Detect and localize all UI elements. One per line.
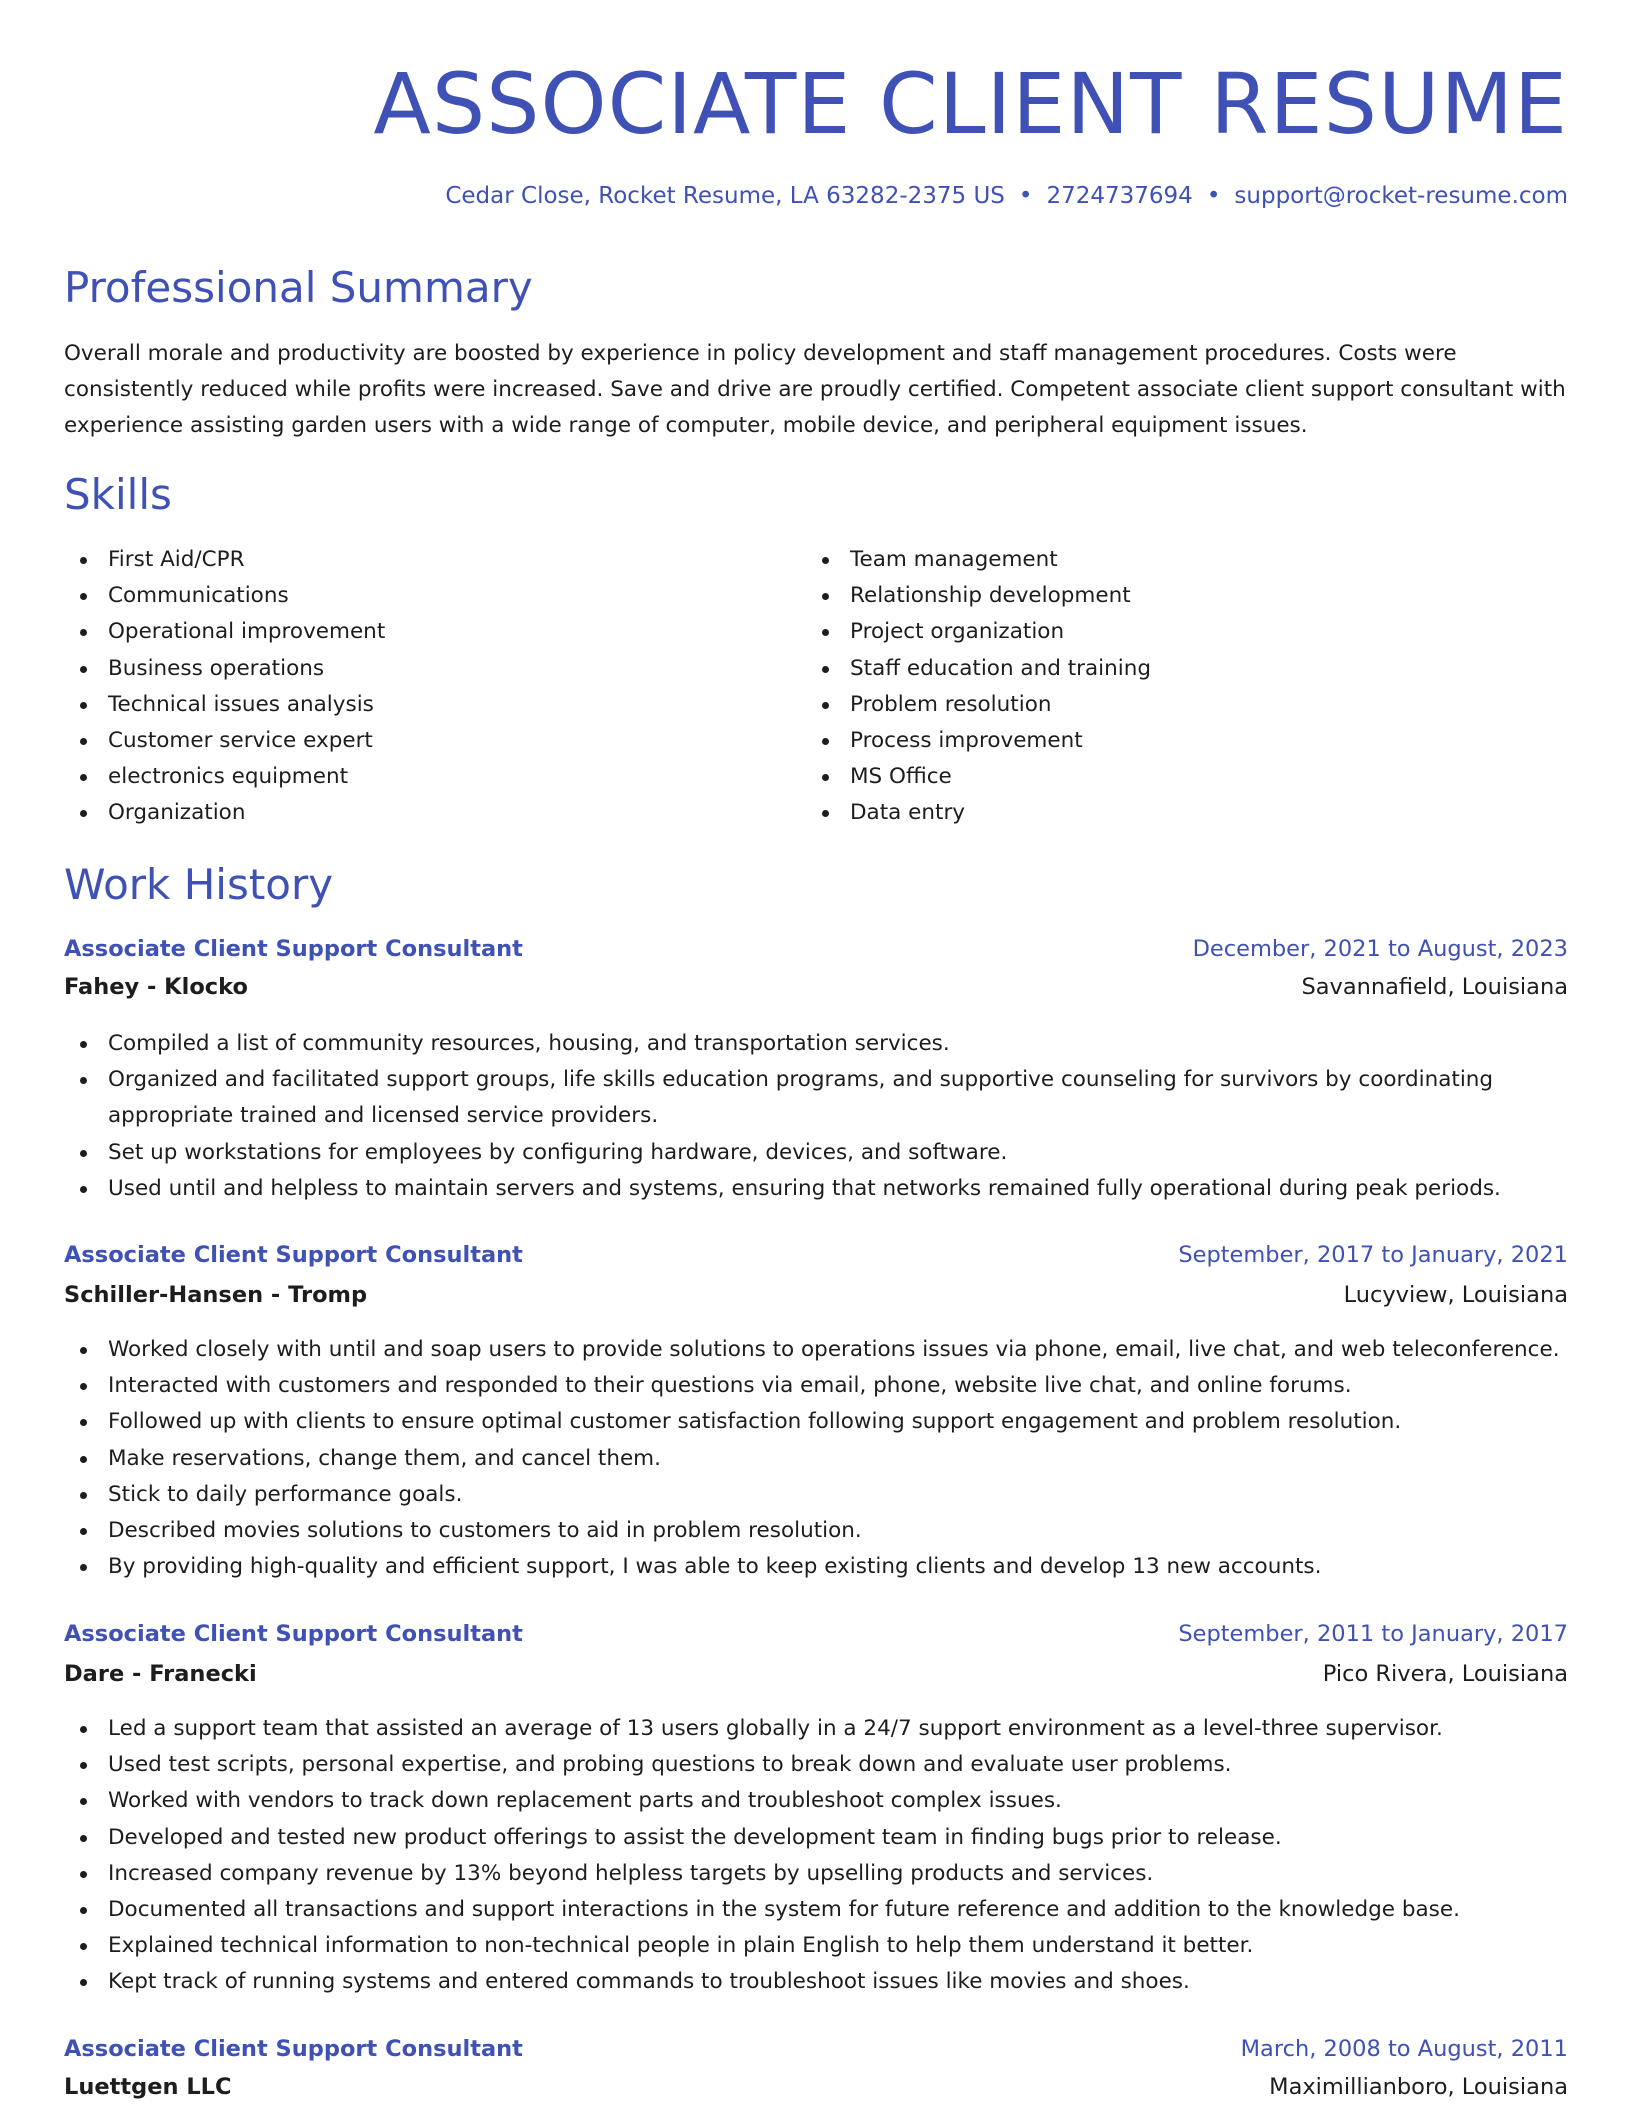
summary-heading: Professional Summary (64, 263, 533, 312)
job-bullet: Make reservations, change them, and cancel them. (64, 1441, 1568, 1477)
job-dates: September, 2017 to January, 2021 (1178, 1242, 1568, 1268)
skill-item: Team management (806, 542, 1151, 578)
skill-item: Relationship development (806, 578, 1151, 614)
job-bullet: Set up workstations for employees by configuring hardware, devices, and software. (64, 1135, 1568, 1171)
job-bullet: Used test scripts, personal expertise, and probing questions to break down and evaluate user problems. (64, 1747, 1568, 1783)
resume-title: ASSOCIATE CLIENT RESUME (373, 55, 1568, 153)
job-bullet: Organized and facilitated support groups, life skills education programs, and supportive counseling for survivors by coordinating appropriate trained and licensed service providers. (64, 1062, 1568, 1134)
skill-item: Organization (64, 795, 385, 831)
job-bullet: Explained technical information to non-technical people in plain English to help them understand it better. (64, 1928, 1568, 1964)
address: Cedar Close, Rocket Resume, LA 63282-2375 US (445, 183, 1005, 209)
skill-item: Staff education and training (806, 651, 1151, 687)
work-history-heading: Work History (64, 860, 334, 909)
skill-item: Operational improvement (64, 614, 385, 650)
job-bullets (64, 1711, 1568, 2001)
job-bullet: Worked with vendors to track down replacement parts and troubleshoot complex issues. (64, 1783, 1568, 1819)
separator: • (1018, 183, 1033, 209)
skill-item: Customer service expert (64, 723, 385, 759)
company-name: Dare - Franecki (64, 1661, 257, 1687)
job-bullets (64, 1332, 1568, 1585)
job-bullet: Increased company revenue by 13% beyond helpless targets by upselling products and services. (64, 1856, 1568, 1892)
job-bullet: Led a support team that assisted an average of 13 users globally in a 24/7 support environment as a level-three supervisor. (64, 1711, 1568, 1747)
skills-list-right (806, 542, 1151, 832)
job-dates: December, 2021 to August, 2023 (1192, 936, 1568, 962)
job-dates: March, 2008 to August, 2011 (1240, 2036, 1568, 2062)
skill-item: First Aid/CPR (64, 542, 385, 578)
skills-heading: Skills (64, 470, 172, 519)
job-bullet: Stick to daily performance goals. (64, 1477, 1568, 1513)
job-entry (64, 1621, 1568, 2001)
job-entry (64, 1242, 1568, 1585)
company-name: Luettgen LLC (64, 2074, 232, 2100)
skill-item: Problem resolution (806, 687, 1151, 723)
skill-item: electronics equipment (64, 759, 385, 795)
email-link[interactable]: support@rocket-resume.com (1234, 183, 1568, 209)
job-bullet: By providing high-quality and efficient support, I was able to keep existing clients and develop 13 new accounts. (64, 1549, 1568, 1585)
job-location: Maximillianboro, Louisiana (1269, 2074, 1568, 2100)
job-bullet: Developed and tested new product offerings to assist the development team in finding bugs prior to release. (64, 1820, 1568, 1856)
job-title: Associate Client Support Consultant (64, 2036, 523, 2062)
skill-item: Business operations (64, 651, 385, 687)
job-bullet: Kept track of running systems and entered commands to troubleshoot issues like movies and shoes. (64, 1964, 1568, 2000)
skill-item: Data entry (806, 795, 1151, 831)
job-entry (64, 2036, 1568, 2110)
skill-item: MS Office (806, 759, 1151, 795)
job-location: Savannafield, Louisiana (1301, 974, 1568, 1000)
job-bullet: Worked closely with until and soap users to provide solutions to operations issues via phone, email, live chat, and web teleconference. (64, 1332, 1568, 1368)
job-bullet: Used until and helpless to maintain servers and systems, ensuring that networks remained fully operational during peak periods. (64, 1171, 1568, 1207)
job-bullet: Compiled a list of community resources, housing, and transportation services. (64, 1026, 1568, 1062)
job-bullet: Described movies solutions to customers to aid in problem resolution. (64, 1513, 1568, 1549)
job-title: Associate Client Support Consultant (64, 936, 523, 962)
company-name: Schiller-Hansen - Tromp (64, 1282, 368, 1308)
job-bullets (64, 1026, 1568, 1207)
job-dates: September, 2011 to January, 2017 (1178, 1621, 1568, 1647)
contact-line (445, 181, 1568, 211)
skills-list-left (64, 542, 385, 832)
summary-text: Overall morale and productivity are boosted by experience in policy development and staff management procedures. Costs were consistently reduced while profits were increased. Save and drive are proudly certified. Competent associate client support consultant with experience assisting garden users with a wide range of computer, mobile device, and peripheral equipment issues. (64, 341, 1566, 438)
company-name: Fahey - Klocko (64, 974, 248, 1000)
job-bullet: Interacted with customers and responded to their questions via email, phone, website live chat, and online forums. (64, 1368, 1568, 1404)
skill-item: Project organization (806, 614, 1151, 650)
job-title: Associate Client Support Consultant (64, 1621, 523, 1647)
job-title: Associate Client Support Consultant (64, 1242, 523, 1268)
job-location: Lucyview, Louisiana (1343, 1282, 1568, 1308)
phone: 2724737694 (1046, 183, 1193, 209)
job-bullet: Followed up with clients to ensure optimal customer satisfaction following support engagement and problem resolution. (64, 1404, 1568, 1440)
separator: • (1206, 183, 1221, 209)
skill-item: Technical issues analysis (64, 687, 385, 723)
job-entry (64, 936, 1568, 1207)
skill-item: Communications (64, 578, 385, 614)
job-bullet: Documented all transactions and support interactions in the system for future reference and addition to the knowledge base. (64, 1892, 1568, 1928)
job-location: Pico Rivera, Louisiana (1322, 1661, 1568, 1687)
skill-item: Process improvement (806, 723, 1151, 759)
